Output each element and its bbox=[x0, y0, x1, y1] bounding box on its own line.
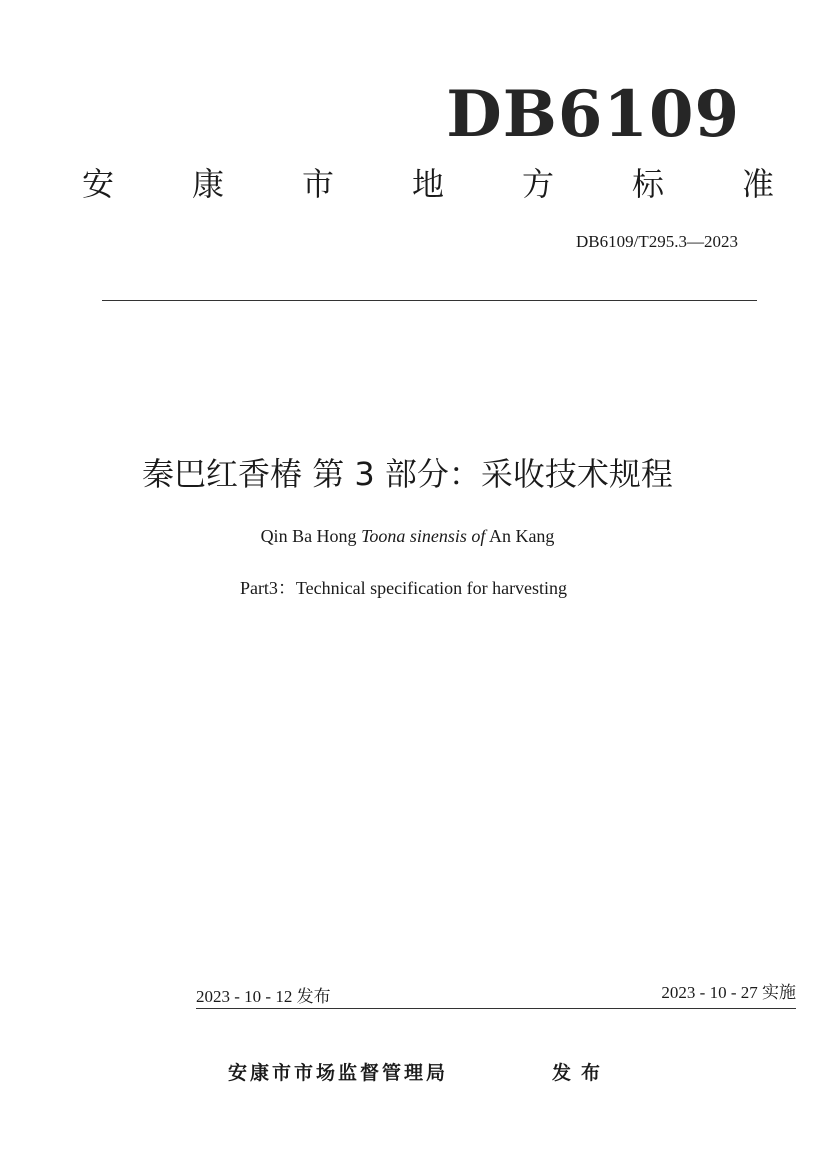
top-divider bbox=[102, 300, 757, 301]
standard-type-char: 市 bbox=[301, 165, 334, 203]
standard-type-char: 地 bbox=[411, 165, 444, 203]
issuer-name: 安康市市场监督管理局 bbox=[228, 1062, 449, 1084]
bottom-divider bbox=[196, 1008, 796, 1009]
standard-number: DB6109/T295.3—2023 bbox=[576, 232, 738, 251]
title-english-italic: Toona sinensis of bbox=[361, 526, 486, 546]
standard-type-char: 准 bbox=[741, 165, 774, 203]
title-english-prefix: Qin Ba Hong bbox=[260, 526, 362, 546]
standard-type-char: 标 bbox=[631, 165, 664, 203]
implement-date: 2023 - 10 - 27 实施 bbox=[661, 983, 796, 1002]
standard-type-char: 方 bbox=[521, 165, 554, 203]
issue-word: 发布 bbox=[552, 1062, 611, 1084]
standard-type-char: 安 bbox=[81, 165, 114, 203]
title-english-line2: Part3：Technical specification for harvesting bbox=[239, 578, 568, 598]
publish-date: 2023 - 10 - 12 发布 bbox=[196, 987, 331, 1006]
title-english-line1 bbox=[0, 522, 815, 550]
standard-code: DB6109 bbox=[446, 77, 740, 152]
standard-type bbox=[68, 160, 788, 208]
title-chinese: 秦巴红香椿 第 3 部分：采收技术规程 bbox=[142, 455, 673, 493]
standard-type-char: 康 bbox=[191, 165, 224, 203]
title-english-suffix: An Kang bbox=[485, 526, 555, 546]
